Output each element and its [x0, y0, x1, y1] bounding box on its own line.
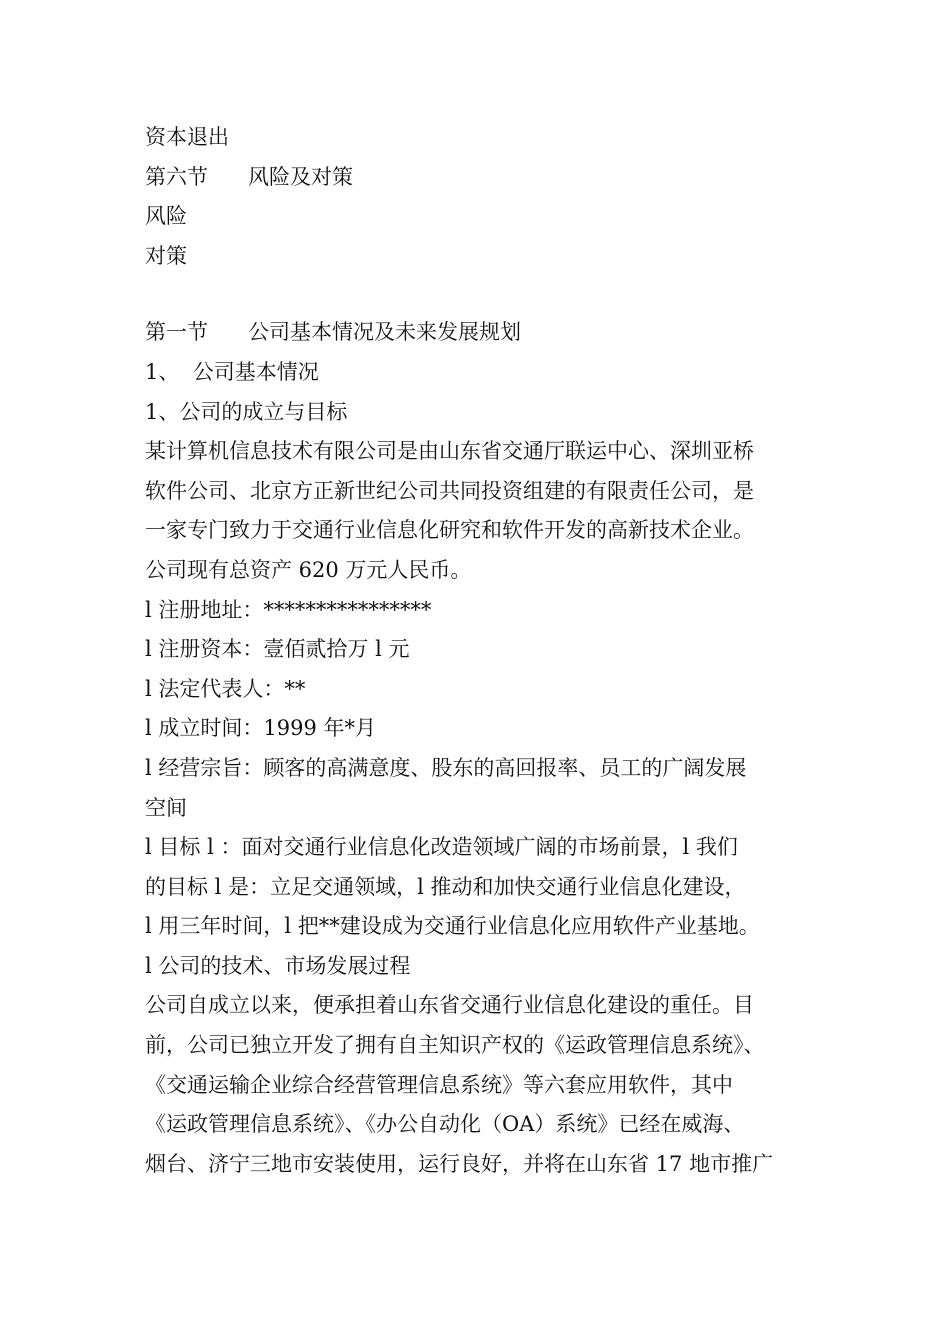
document-body: [145, 118, 825, 1184]
subsection-heading: 1、公司的成立与目标: [145, 399, 348, 424]
paragraph-line: l 用三年时间，l 把**建设成为交通行业信息化应用软件产业基地。: [145, 914, 760, 939]
subsection-heading: 1、 公司基本情况: [145, 359, 319, 384]
paragraph-line: 《交通运输企业综合经营管理信息系统》等六套应用软件，其中: [145, 1072, 733, 1097]
list-item: l 目标 l ：面对交通行业信息化改造领域广阔的市场前景，l 我们: [145, 835, 738, 860]
paragraph-line: 公司自成立以来，便承担着山东省交通行业信息化建设的重任。目: [145, 993, 754, 1018]
paragraph-line: 公司现有总资产 620 万元人民币。: [145, 557, 472, 582]
list-item: l 法定代表人：**: [145, 676, 306, 701]
list-item: l 注册地址：****************: [145, 597, 432, 622]
toc-line: 对策: [145, 243, 187, 268]
section-heading: 第一节 公司基本情况及未来发展规划: [145, 320, 522, 345]
toc-line: 风险: [145, 204, 187, 229]
paragraph-line: 的目标 l 是：立足交通领域，l 推动和加快交通行业信息化建设，: [145, 874, 746, 899]
list-item: l 成立时间：1999 年*月: [145, 716, 377, 741]
list-item: l 经营宗旨：顾客的高满意度、股东的高回报率、员工的广阔发展: [145, 755, 747, 780]
section-gap: [145, 276, 825, 313]
paragraph-line: 一家专门致力于交通行业信息化研究和软件开发的高新技术企业。: [145, 518, 754, 543]
paragraph-line: 软件公司、北京方正新世纪公司共同投资组建的有限责任公司，是: [145, 478, 754, 503]
paragraph-line: 空间: [145, 795, 187, 820]
toc-line: 第六节 风险及对策: [145, 164, 354, 189]
list-item: l 注册资本：壹佰贰拾万 l 元: [145, 637, 410, 662]
list-item: l 公司的技术、市场发展过程: [145, 953, 411, 978]
paragraph-line: 烟台、济宁三地市安装使用，运行良好，并将在山东省 17 地市推广: [145, 1151, 774, 1176]
paragraph-line: 《运政管理信息系统》、《办公自动化（OA）系统》已经在威海、: [145, 1112, 745, 1137]
paragraph-line: 前，公司已独立开发了拥有自主知识产权的《运政管理信息系统》、: [145, 1033, 765, 1058]
paragraph-line: 某计算机信息技术有限公司是由山东省交通厅联运中心、深圳亚桥: [145, 439, 754, 464]
toc-line: 资本退出: [145, 125, 229, 149]
